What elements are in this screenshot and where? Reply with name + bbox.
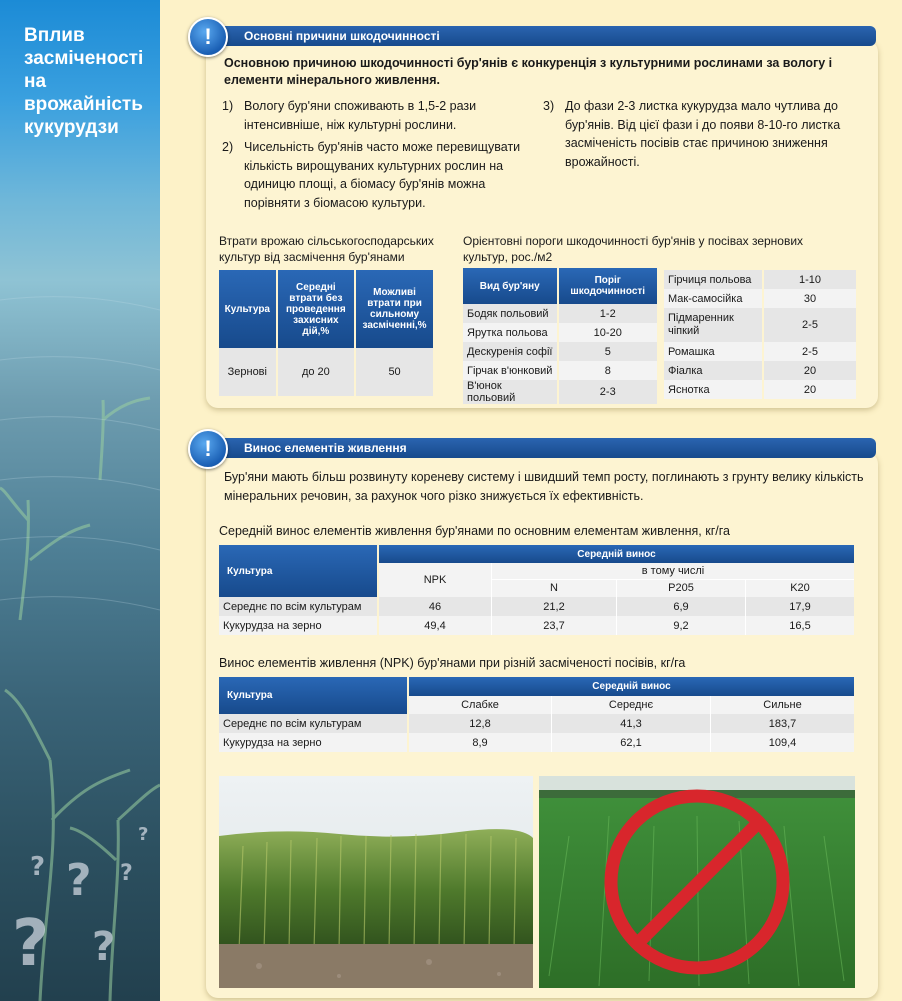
table1-cell: 17,9 xyxy=(746,597,855,616)
weedy-field-illustration xyxy=(539,776,855,988)
table1-cell: 9,2 xyxy=(617,616,746,635)
cause-item-3: 3) До фази 2-3 листка кукурудза мало чутлива до бур'янів. Від цієї фази і до появи 8-10-го листка засміченість посівів стає причиною зниження врожайності. xyxy=(543,99,841,169)
threshold-species: В'юнок польовий xyxy=(463,380,558,404)
threshold-species: Мак-самосійка xyxy=(664,289,763,308)
table2-col: Слабке xyxy=(408,696,552,714)
threshold-species: Гірчиця польова xyxy=(664,270,763,289)
table1-cell: 23,7 xyxy=(492,616,617,635)
exclamation-icon: ! xyxy=(188,17,228,57)
table2-caption: Винос елементів живлення (NPK) бур'янами при різній засміченості посівів, кг/га xyxy=(219,656,686,670)
threshold-species: Фіалка xyxy=(664,361,763,380)
threshold-value: 10-20 xyxy=(558,323,658,342)
causes-header-title: Основні причини шкодочинності xyxy=(244,29,440,43)
threshold-value: 2-5 xyxy=(763,308,856,342)
table1-subheader: в тому числі xyxy=(492,563,855,579)
question-mark-icon: ? xyxy=(138,824,149,845)
corn-field-photo xyxy=(219,776,533,988)
table1-row-label: Кукурудза на зерно xyxy=(219,616,378,635)
threshold-value: 1-10 xyxy=(763,270,856,289)
table1-caption: Середній винос елементів живлення бур'янами по основним елементам живлення, кг/га xyxy=(219,524,730,538)
threshold-value: 2-3 xyxy=(558,380,658,404)
table2-cell: 183,7 xyxy=(711,714,855,733)
table1-row-label: Середнє по всім культурам xyxy=(219,597,378,616)
threshold-value: 8 xyxy=(558,361,658,380)
threshold-species: Ромашка xyxy=(664,342,763,361)
thresholds-table-right xyxy=(664,270,856,399)
threshold-species: Гірчак в'юнковий xyxy=(463,361,558,380)
table2-cell: 41,3 xyxy=(552,714,711,733)
cause-item-1: 1) Вологу бур'яни споживають в 1,5-2 рази інтенсивніше, ніж культурні рослини. xyxy=(222,99,477,132)
table2-row-label: Середнє по всім культурам xyxy=(219,714,408,733)
table1-cell: 16,5 xyxy=(746,616,855,635)
table1-header-group: Середній винос xyxy=(378,545,854,563)
threshold-species: Бодяк польовий xyxy=(463,304,558,323)
table1-cell: 6,9 xyxy=(617,597,746,616)
table1-col: P205 xyxy=(617,579,746,597)
table1-cell: 46 xyxy=(378,597,492,616)
cause-item-2: 2) Чисельність бур'янів часто може перевищувати кількість вирощуваних культурних рослин на одиницю площі, а біомасу бур'янів можна порівняти з біомасою культури. xyxy=(222,140,521,210)
threshold-value: 1-2 xyxy=(558,304,658,323)
weedy-field-photo xyxy=(539,776,855,988)
causes-lead: Основною причиною шкодочинності бур'янів є конкуренція з культурними рослинами за вологу і елементи мінерального живлення. xyxy=(224,56,833,87)
threshold-species: Яснотка xyxy=(664,380,763,399)
causes-header xyxy=(200,26,876,46)
question-mark-icon: ? xyxy=(92,924,116,970)
losses-caption: Втрати врожаю сільськогосподарських культур від засмічення бур'янами xyxy=(219,234,434,264)
thresholds-header-species: Вид бур'яну xyxy=(463,268,558,304)
sidebar xyxy=(0,0,160,1001)
table2-row-label: Кукурудза на зерно xyxy=(219,733,408,752)
table2-header-culture: Культура xyxy=(219,677,408,714)
threshold-species: Підмаренник чіпкий xyxy=(664,308,763,342)
thresholds-caption: Орієнтовні пороги шкодочинності бур'янів у посівах зернових культур, рос./м2 xyxy=(463,234,804,264)
table2-col: Середнє xyxy=(552,696,711,714)
table2-col: Сильне xyxy=(711,696,855,714)
table1-header-culture: Культура xyxy=(219,545,378,597)
nutrients-table-1 xyxy=(219,545,854,635)
threshold-value: 5 xyxy=(558,342,658,361)
table1-col: K20 xyxy=(746,579,855,597)
threshold-species: Ярутка польова xyxy=(463,323,558,342)
nutrients-header xyxy=(200,438,876,458)
table1-col: NPK xyxy=(378,563,492,597)
losses-cell: до 20 xyxy=(277,348,356,396)
nutrients-header-title: Винос елементів живлення xyxy=(244,441,407,455)
losses-header-culture: Культура xyxy=(219,270,277,348)
threshold-value: 20 xyxy=(763,380,856,399)
nutrients-lead: Бур'яни мають більш розвинуту кореневу систему і швидший темп росту, поглинають з грунту велику кількість мінеральних речовин, за рахунок чого різко знижується їх ефективність. xyxy=(224,470,864,503)
table1-cell: 21,2 xyxy=(492,597,617,616)
threshold-value: 20 xyxy=(763,361,856,380)
corn-field-illustration xyxy=(219,776,533,988)
table2-cell: 62,1 xyxy=(552,733,711,752)
threshold-value: 30 xyxy=(763,289,856,308)
threshold-species: Дескуренія софії xyxy=(463,342,558,361)
question-mark-icon: ? xyxy=(30,852,46,882)
table2-header-group: Середній винос xyxy=(408,677,854,696)
table1-col: N xyxy=(492,579,617,597)
question-mark-icon: ? xyxy=(120,861,133,886)
question-mark-icon: ? xyxy=(12,907,50,981)
cornfield-background xyxy=(0,0,160,1001)
table1-cell: 49,4 xyxy=(378,616,492,635)
question-mark-icon: ? xyxy=(66,855,92,906)
losses-cell: 50 xyxy=(355,348,433,396)
sidebar-title: Вплив засміченості на врожайність кукурудзи xyxy=(24,25,144,138)
thresholds-table-left xyxy=(463,268,657,404)
table2-cell: 8,9 xyxy=(408,733,552,752)
table2-cell: 109,4 xyxy=(711,733,855,752)
losses-header-max: Можливі втрати при сильному засміченні,% xyxy=(355,270,433,348)
losses-header-avg: Середні втрати без проведення захисних дій,% xyxy=(277,270,356,348)
threshold-value: 2-5 xyxy=(763,342,856,361)
nutrients-table-2 xyxy=(219,677,854,752)
thresholds-header-threshold: Поріг шкодочинності xyxy=(558,268,658,304)
losses-table xyxy=(219,270,433,396)
table2-cell: 12,8 xyxy=(408,714,552,733)
losses-cell: Зернові xyxy=(219,348,277,396)
exclamation-icon: ! xyxy=(188,429,228,469)
